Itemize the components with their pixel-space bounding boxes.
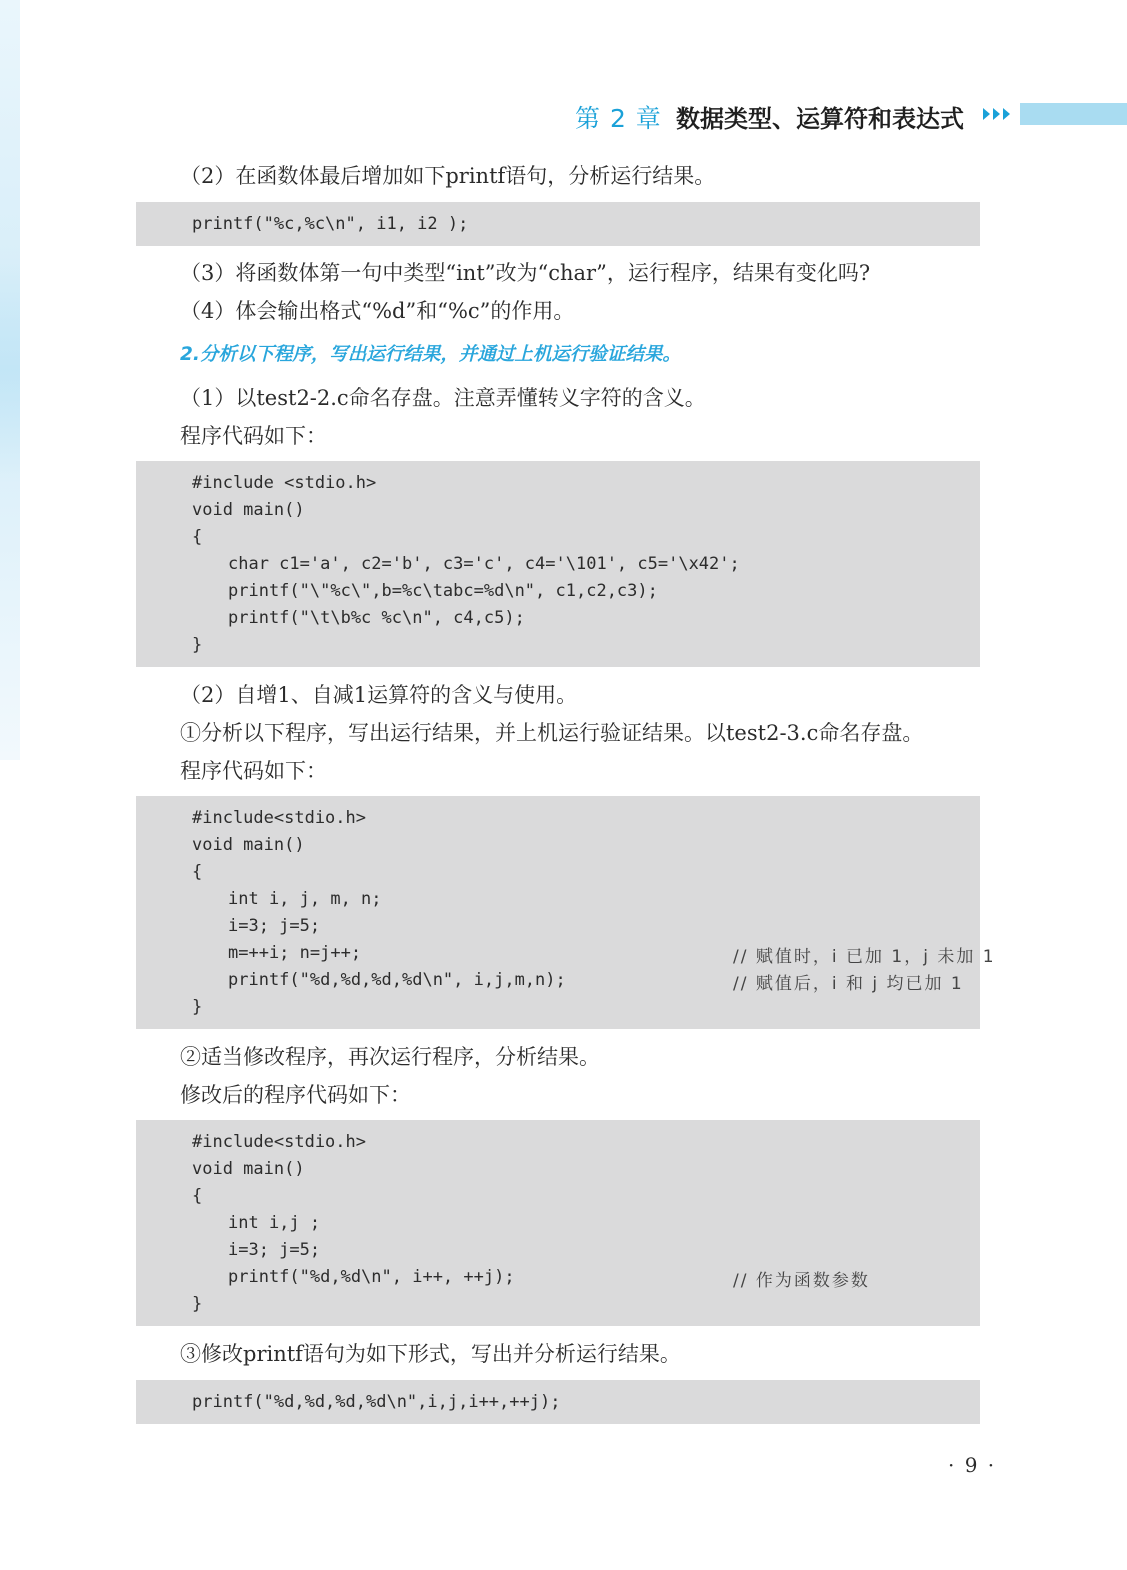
paragraph: （1）以test2-2.c命名存盘。注意弄懂转义字符的含义。: [180, 386, 706, 410]
code-block: [136, 202, 980, 246]
paragraph: （2）在函数体最后增加如下printf语句，分析运行结果。: [180, 164, 716, 188]
paragraph: ①分析以下程序，写出运行结果，并上机运行验证结果。以test2-3.c命名存盘。: [180, 721, 924, 745]
code-line: void main(): [192, 835, 305, 855]
code-line: i=3; j=5;: [228, 916, 321, 936]
paragraph: 修改后的程序代码如下：: [180, 1083, 411, 1107]
header-accent-bar: [1020, 103, 1127, 125]
section-heading: 2.分析以下程序，写出运行结果，并通过上机运行验证结果。: [180, 344, 681, 365]
code-comment: // 赋值后，i 和 j 均已加 1: [733, 974, 964, 994]
paragraph: ②适当修改程序，再次运行程序，分析结果。: [180, 1045, 600, 1069]
code-line: void main(): [192, 1159, 305, 1179]
code-comment: // 作为函数参数: [733, 1271, 870, 1291]
code-line: printf("%d,%d,%d,%d\n",i,j,i++,++j);: [192, 1392, 561, 1412]
code-line: char c1='a', c2='b', c3='c', c4='\101', c5='\x42';: [228, 554, 740, 574]
code-line: printf("\t\b%c %c\n", c4,c5);: [228, 608, 525, 628]
paragraph: 程序代码如下：: [180, 424, 327, 448]
code-block: [136, 461, 980, 667]
chapter-header: [0, 97, 1127, 137]
paragraph: （3）将函数体第一句中类型“int”改为“char”，运行程序，结果有变化吗?: [180, 261, 871, 285]
code-line: #include<stdio.h>: [192, 808, 366, 828]
code-line: {: [192, 1186, 203, 1206]
code-line: {: [192, 527, 203, 547]
chapter-number: 第 2 章: [575, 104, 662, 133]
code-line: i=3; j=5;: [228, 1240, 321, 1260]
code-line: m=++i; n=j++;: [228, 943, 362, 963]
code-line: }: [192, 997, 203, 1017]
code-line: }: [192, 1294, 203, 1314]
paragraph: （4）体会输出格式“%d”和“%c”的作用。: [180, 299, 575, 323]
page-number: · 9 ·: [948, 1453, 997, 1477]
code-line: printf("%c,%c\n", i1, i2 );: [192, 214, 469, 234]
triple-chevron-right-icon: [983, 106, 1013, 122]
code-line: }: [192, 635, 203, 655]
code-block: [136, 796, 996, 1029]
code-line: int i,j ;: [228, 1213, 321, 1233]
chapter-title: 数据类型、运算符和表达式: [676, 105, 964, 133]
code-line: printf("%d,%d\n", i++, ++j);: [228, 1267, 515, 1287]
paragraph: （2）自增1、自减1运算符的含义与使用。: [180, 683, 578, 707]
code-line: void main(): [192, 500, 305, 520]
code-line: printf("\"%c\",b=%c\tabc=%d\n", c1,c2,c3);: [228, 581, 658, 601]
code-line: #include<stdio.h>: [192, 1132, 366, 1152]
code-block: [136, 1380, 980, 1424]
code-line: #include <stdio.h>: [192, 473, 377, 493]
paragraph: 程序代码如下：: [180, 759, 327, 783]
paragraph: ③修改printf语句为如下形式，写出并分析运行结果。: [180, 1342, 681, 1366]
code-line: printf("%d,%d,%d,%d\n", i,j,m,n);: [228, 970, 566, 990]
code-block: [136, 1120, 980, 1326]
code-line: int i, j, m, n;: [228, 889, 382, 909]
code-line: {: [192, 862, 203, 882]
code-comment: // 赋值时，i 已加 1，j 未加 1: [733, 947, 996, 967]
